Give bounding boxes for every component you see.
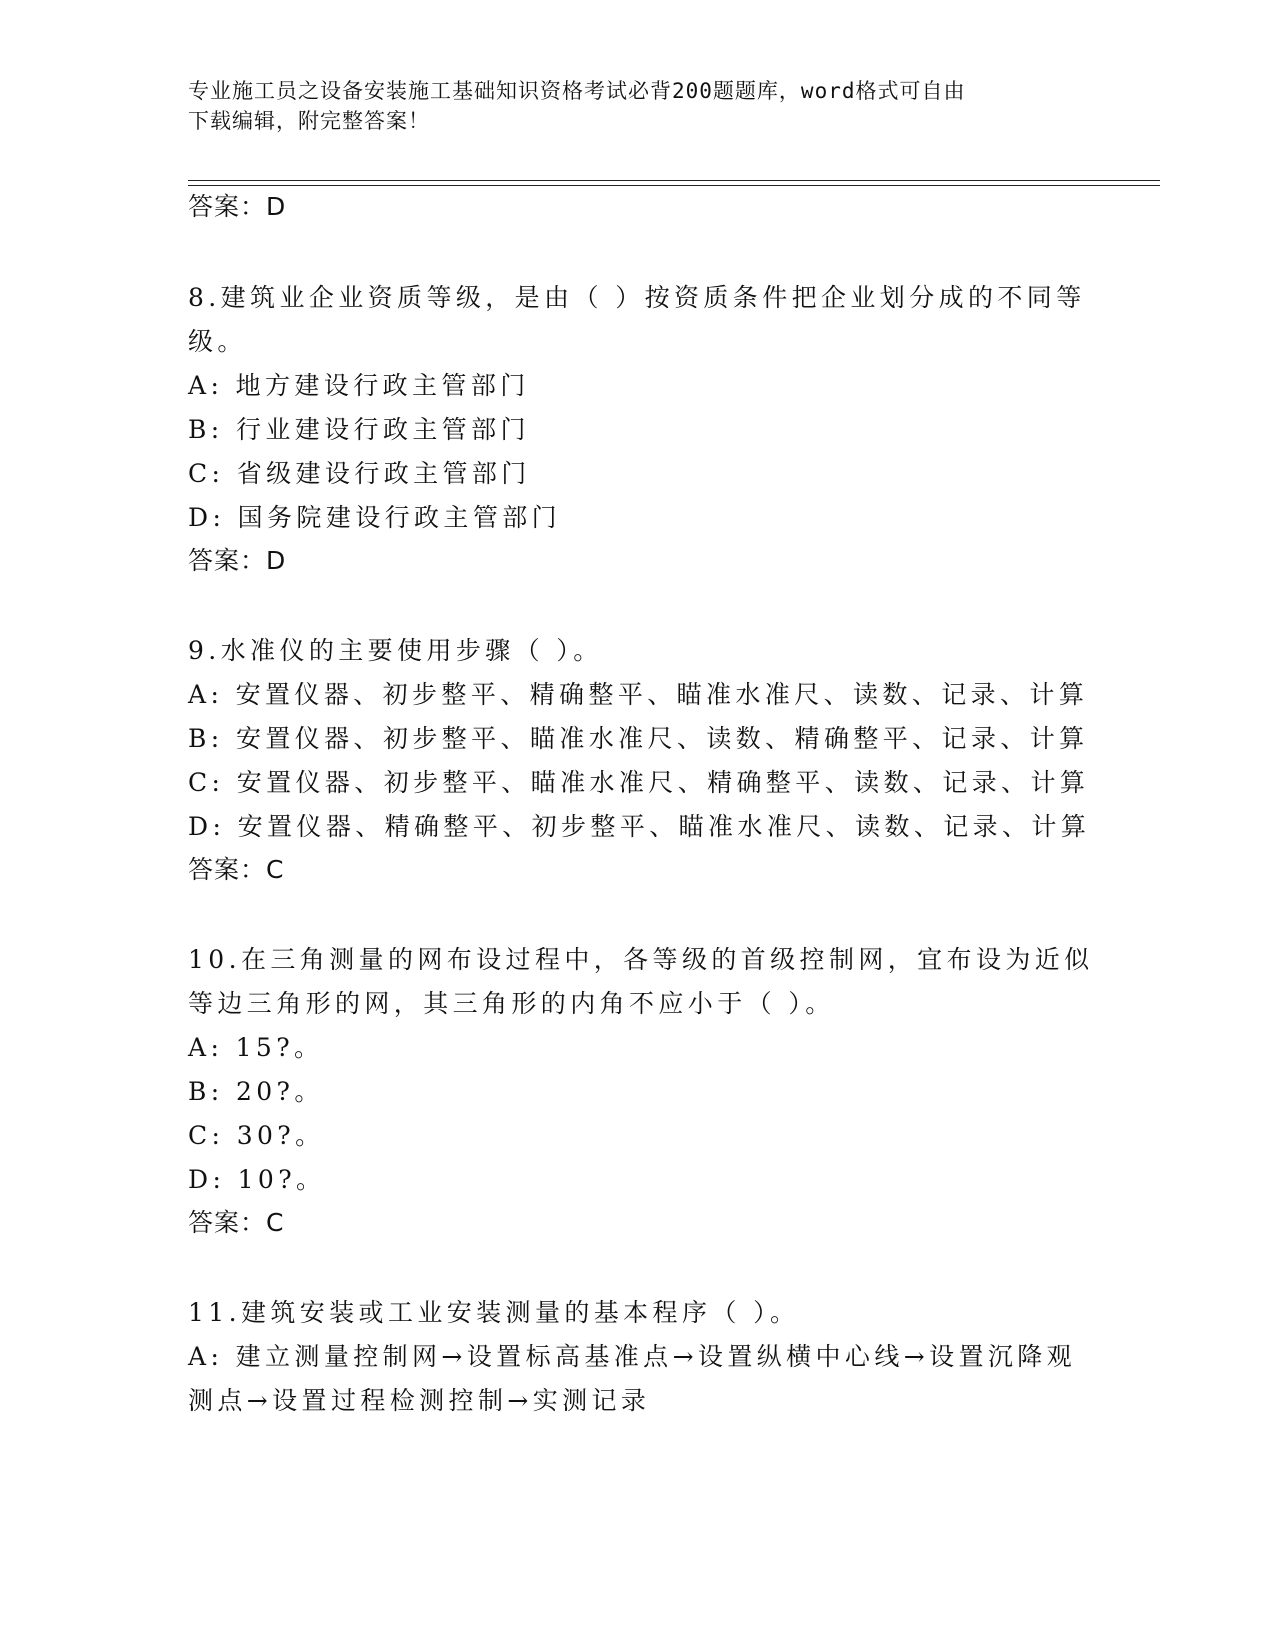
q9-option-c: C: 安置仪器、初步整平、瞄准水准尺、精确整平、读数、记录、计算 [188, 768, 1090, 797]
q8-option-b: B: 行业建设行政主管部门 [188, 415, 530, 444]
q10-option-a: A: 15?。 [188, 1033, 324, 1062]
q9-option-d: D: 安置仪器、精确整平、初步整平、瞄准水准尺、读数、记录、计算 [188, 812, 1091, 841]
q8-stem-line-2: 级。 [188, 327, 247, 356]
header-line-2: 下载编辑，附完整答案！ [188, 109, 430, 133]
q9-stem-line-1: 9.水准仪的主要使用步骤（ ）。 [188, 636, 603, 665]
header-divider-bottom [188, 185, 1160, 186]
q10-option-b: B: 20?。 [188, 1077, 324, 1106]
header-divider-top [188, 180, 1160, 181]
answer-previous: 答案：D [188, 192, 287, 221]
q8-option-d: D: 国务院建设行政主管部门 [188, 503, 562, 532]
q8-stem-line-1: 8.建筑业企业资质等级，是由（ ）按资质条件把企业划分成的不同等 [188, 283, 1086, 312]
q10-stem-line-2: 等边三角形的网，其三角形的内角不应小于（ ）。 [188, 989, 835, 1018]
header-line-1: 专业施工员之设备安装施工基础知识资格考试必背200题题库，word格式可自由 [188, 79, 966, 103]
q8-option-c: C: 省级建设行政主管部门 [188, 459, 531, 488]
q8-option-a: A: 地方建设行政主管部门 [188, 371, 530, 400]
q10-answer: 答案：C [188, 1208, 285, 1237]
q9-option-b: B: 安置仪器、初步整平、瞄准水准尺、读数、精确整平、记录、计算 [188, 724, 1089, 753]
q8-answer: 答案：D [188, 546, 287, 575]
q9-answer: 答案：C [188, 855, 285, 884]
q10-option-d: D: 10?。 [188, 1165, 326, 1194]
q11-option-a-line-1: A: 建立测量控制网→设置标高基准点→设置纵横中心线→设置沉降观 [188, 1342, 1077, 1371]
q10-option-c: C: 30?。 [188, 1121, 325, 1150]
q11-option-a-line-2: 测点→设置过程检测控制→实测记录 [188, 1386, 651, 1415]
q10-stem-line-1: 10.在三角测量的网布设过程中，各等级的首级控制网，宜布设为近似 [188, 945, 1094, 974]
q9-option-a: A: 安置仪器、初步整平、精确整平、瞄准水准尺、读数、记录、计算 [188, 680, 1089, 709]
q11-stem-line-1: 11.建筑安装或工业安装测量的基本程序（ ）。 [188, 1298, 800, 1327]
document-header [188, 76, 1088, 136]
